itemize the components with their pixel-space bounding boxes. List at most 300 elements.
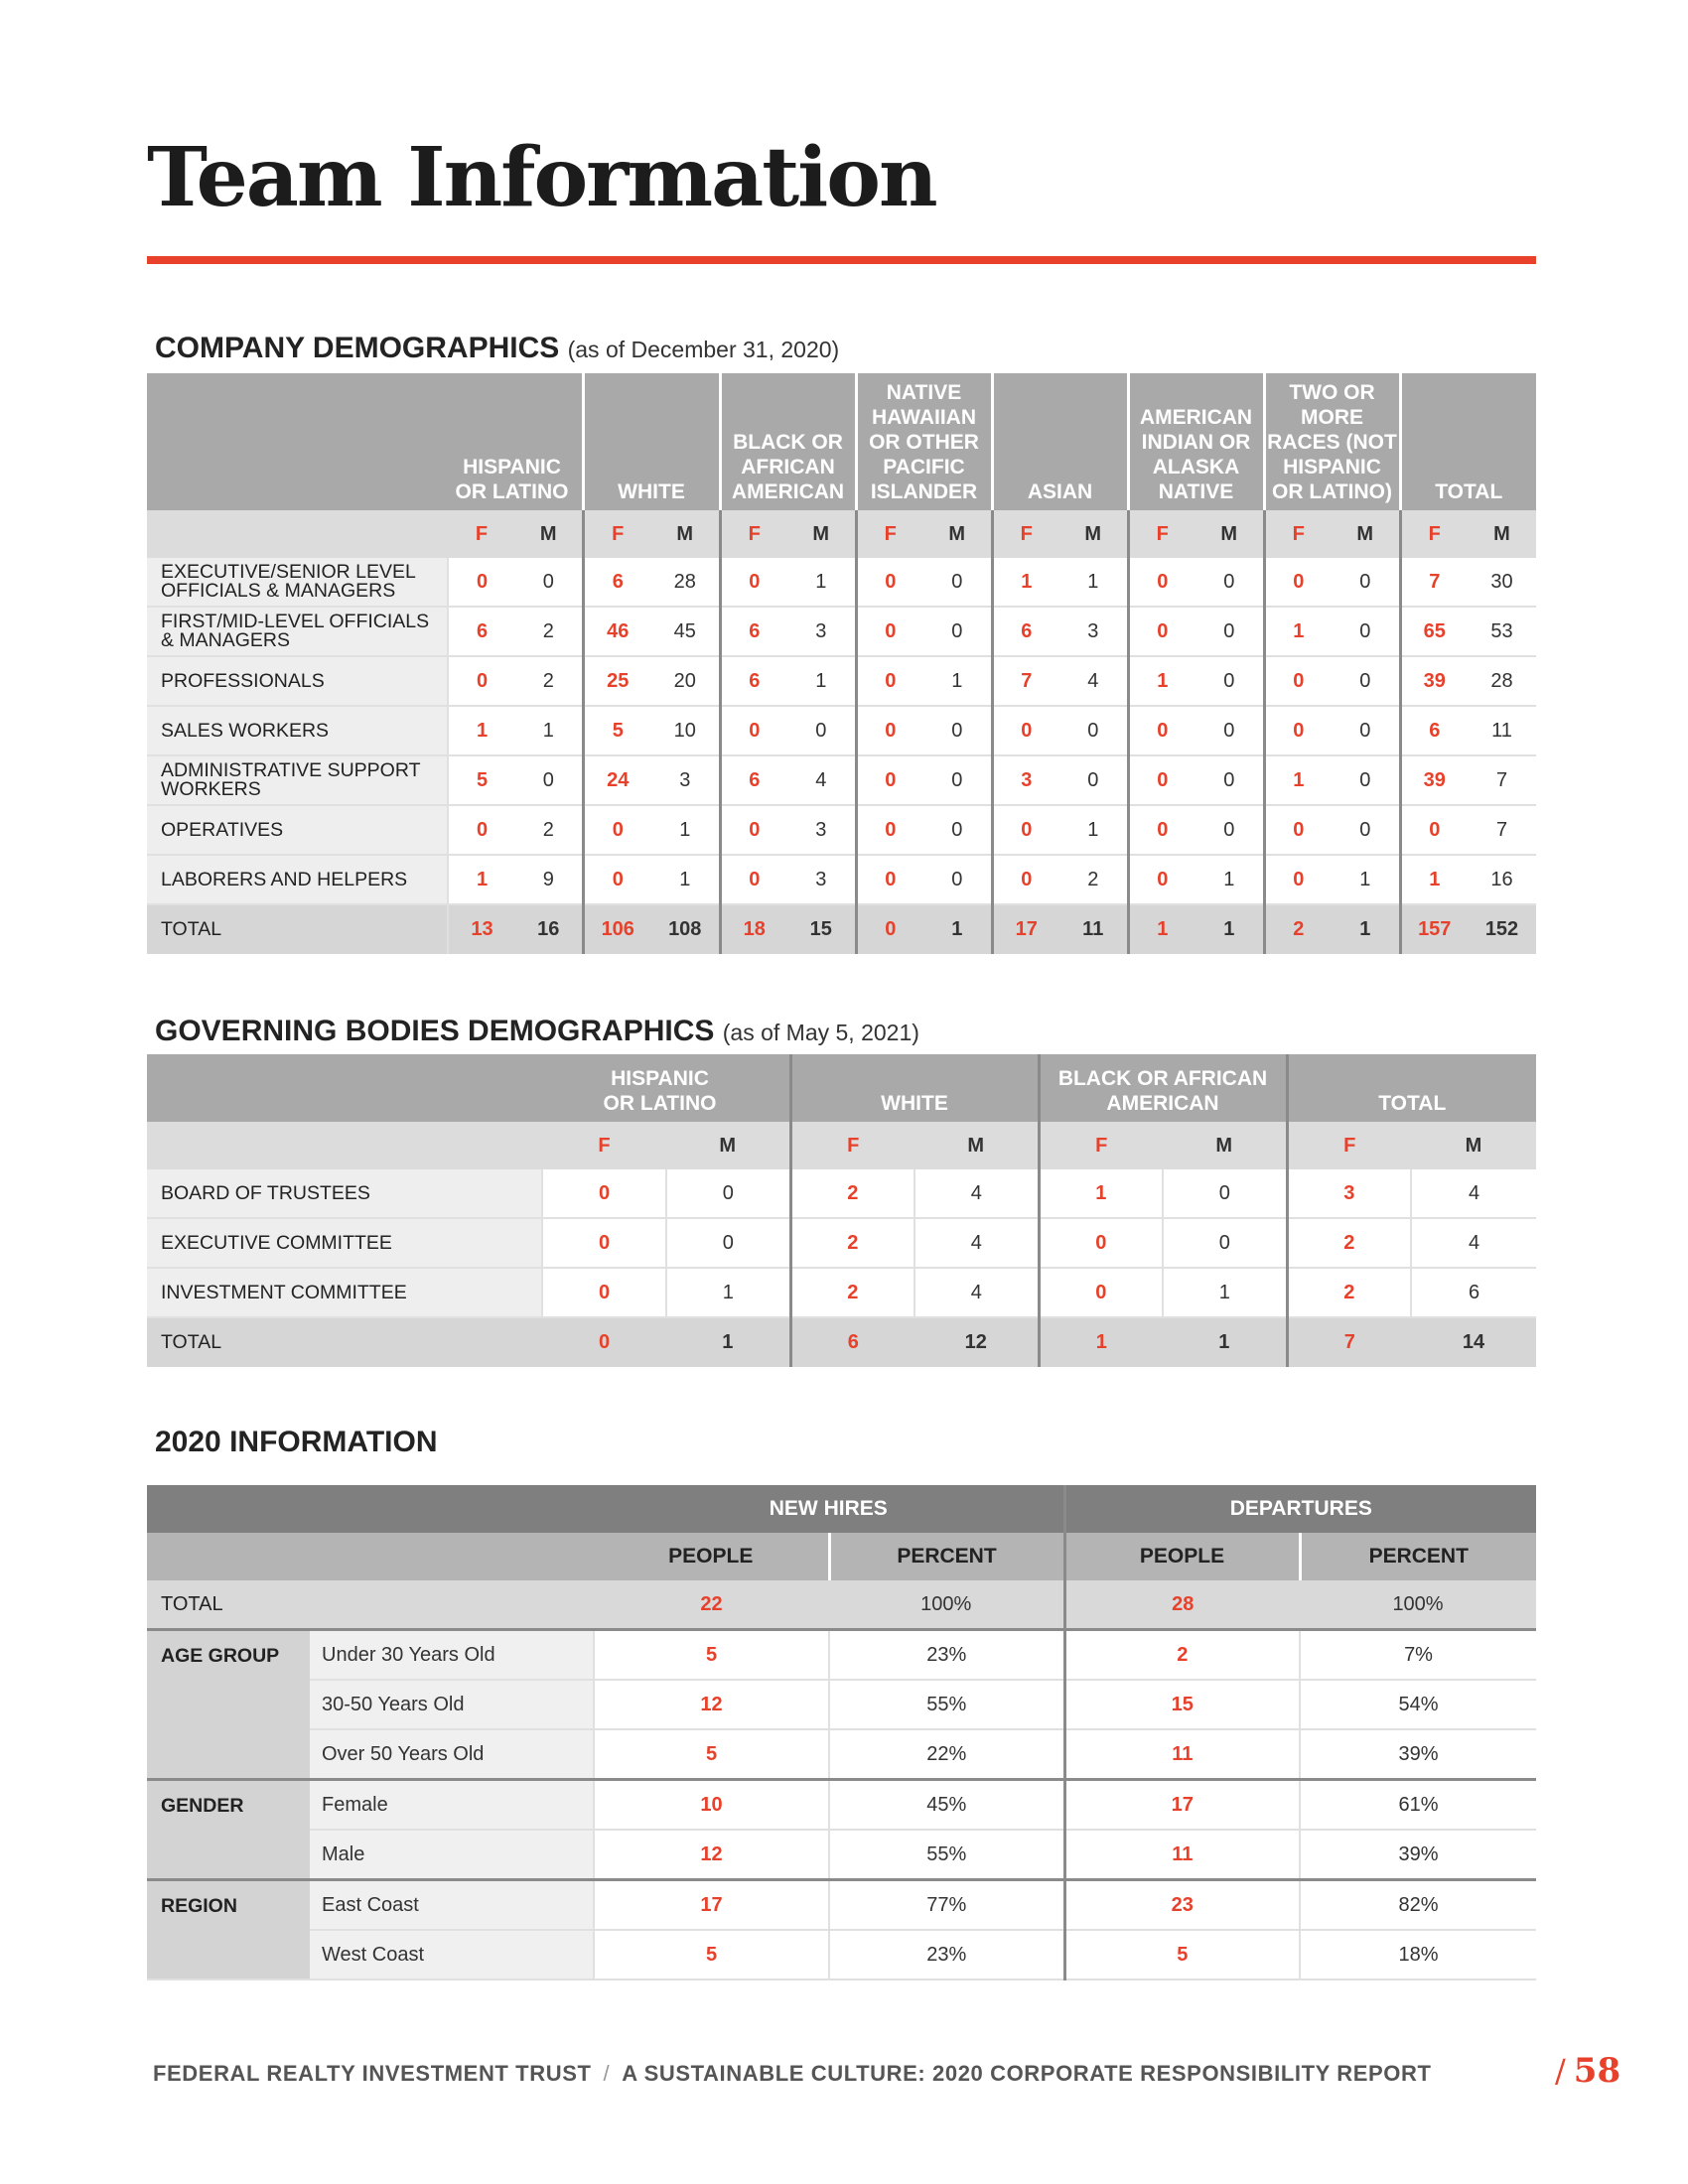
male-count: 4 [914,1218,1039,1268]
f-label: F [856,510,923,558]
male-count: 3 [1059,607,1128,656]
company-demographics-table [147,373,1536,954]
male-count: 108 [651,904,720,954]
col-native-hawaiian: NATIVE HAWAIIAN OR OTHER PACIFIC ISLANDER [856,373,992,510]
row-label: Female [310,1780,594,1831]
female-count: 1 [448,855,515,904]
male-count: 16 [1468,855,1536,904]
governing-demographics-heading [155,1017,919,1046]
table-row [147,1630,1536,1681]
male-count: 1 [651,855,720,904]
male-count: 2 [515,607,583,656]
female-count: 0 [720,855,787,904]
female-count: 0 [856,656,923,706]
female-count: 1 [1128,904,1196,954]
male-count: 1 [666,1317,790,1367]
m-label: M [1411,1122,1536,1169]
male-count: 0 [1059,706,1128,755]
male-count: 0 [923,607,992,656]
female-count: 0 [992,805,1059,855]
row-label: Over 50 Years Old [310,1729,594,1780]
percent-value: 82% [1300,1880,1536,1931]
female-count: 6 [583,558,651,607]
info-sub-header-row [147,1533,1536,1580]
female-count: 6 [720,656,787,706]
people-count: 10 [594,1780,829,1831]
row-label: EXECUTIVE/SENIOR LEVEL OFFICIALS & MANAGERS [147,558,448,607]
female-count: 5 [448,755,515,805]
female-count: 1 [1264,607,1332,656]
female-count: 0 [1128,755,1196,805]
female-count: 1 [1039,1169,1163,1218]
people-count: 5 [594,1930,829,1979]
company-demographics-heading [155,334,839,363]
percent-value: 54% [1300,1680,1536,1729]
row-label: Under 30 Years Old [310,1630,594,1681]
total-row [147,1317,1536,1367]
female-count: 5 [583,706,651,755]
gov-col-black: BLACK OR AFRICAN AMERICAN [1039,1054,1287,1122]
percent-value: 61% [1300,1780,1536,1831]
company-group-header-row [147,373,1536,510]
female-count: 0 [856,855,923,904]
female-count: 0 [583,805,651,855]
m-label: M [1163,1122,1287,1169]
male-count: 0 [923,855,992,904]
male-count: 4 [1411,1218,1536,1268]
male-count: 0 [1196,656,1264,706]
percent-value: 100% [1300,1580,1536,1630]
m-label: M [1468,510,1536,558]
people-count: 2 [1064,1630,1300,1681]
female-count: 7 [1287,1317,1411,1367]
table-row [147,755,1536,805]
row-label: East Coast [310,1880,594,1931]
female-count: 25 [583,656,651,706]
governing-table-body [147,1169,1536,1367]
male-count: 6 [1411,1268,1536,1317]
male-count: 0 [1196,558,1264,607]
male-count: 0 [1059,755,1128,805]
male-count: 1 [666,1268,790,1317]
female-count: 0 [1264,558,1332,607]
male-count: 1 [1059,805,1128,855]
male-count: 1 [1163,1317,1287,1367]
male-count: 1 [923,904,992,954]
row-label: OPERATIVES [147,805,448,855]
female-count: 1 [1400,855,1468,904]
col-white: WHITE [583,373,720,510]
info-2020-heading: 2020 INFORMATION [155,1426,438,1458]
male-count: 10 [651,706,720,755]
male-count: 1 [651,805,720,855]
people-count: 5 [594,1630,829,1681]
male-count: 7 [1468,805,1536,855]
male-count: 2 [515,805,583,855]
f-label: F [1128,510,1196,558]
percent-value: 7% [1300,1630,1536,1681]
female-count: 0 [1128,607,1196,656]
m-label: M [787,510,856,558]
female-count: 0 [448,656,515,706]
male-count: 3 [787,607,856,656]
male-count: 9 [515,855,583,904]
footer-org: FEDERAL REALTY INVESTMENT TRUST [153,2061,592,2086]
male-count: 1 [515,706,583,755]
m-label: M [923,510,992,558]
male-count: 15 [787,904,856,954]
f-label: F [720,510,787,558]
male-count: 53 [1468,607,1536,656]
people-count: 11 [1064,1729,1300,1780]
info-2020-table [147,1485,1536,1980]
female-count: 0 [1264,855,1332,904]
female-count: 2 [1287,1268,1411,1317]
col-two-or-more: TWO OR MORE RACES (NOT HISPANIC OR LATINO) [1264,373,1400,510]
gov-col-white: WHITE [790,1054,1039,1122]
female-count: 0 [542,1317,666,1367]
table-row [147,805,1536,855]
male-count: 1 [923,656,992,706]
percent-header: PERCENT [829,1533,1064,1580]
female-count: 2 [790,1268,914,1317]
people-count: 22 [594,1580,829,1630]
male-count: 1 [787,656,856,706]
male-count: 16 [515,904,583,954]
people-count: 5 [594,1729,829,1780]
f-label: F [583,510,651,558]
male-count: 11 [1468,706,1536,755]
male-count: 0 [1332,607,1400,656]
male-count: 3 [787,805,856,855]
female-count: 6 [992,607,1059,656]
m-label: M [1196,510,1264,558]
male-count: 28 [651,558,720,607]
female-count: 1 [992,558,1059,607]
info-top-header-row [147,1485,1536,1533]
col-hispanic: HISPANIC OR LATINO [147,373,583,510]
male-count: 1 [1163,1268,1287,1317]
table-row [147,855,1536,904]
people-count: 12 [594,1680,829,1729]
male-count: 3 [787,855,856,904]
male-count: 0 [515,755,583,805]
female-count: 18 [720,904,787,954]
male-count: 0 [1196,805,1264,855]
female-count: 0 [542,1268,666,1317]
company-heading-text: COMPANY DEMOGRAPHICS [155,332,560,364]
male-count: 1 [787,558,856,607]
female-count: 0 [856,755,923,805]
male-count: 4 [914,1169,1039,1218]
male-count: 28 [1468,656,1536,706]
female-count: 0 [992,855,1059,904]
female-count: 1 [1039,1317,1163,1367]
female-count: 106 [583,904,651,954]
female-count: 39 [1400,656,1468,706]
female-count: 0 [856,558,923,607]
governing-demographics-table [147,1054,1536,1367]
male-count: 0 [923,558,992,607]
female-count: 157 [1400,904,1468,954]
percent-value: 39% [1300,1830,1536,1880]
male-count: 14 [1411,1317,1536,1367]
female-count: 0 [1128,706,1196,755]
female-count: 17 [992,904,1059,954]
people-count: 17 [594,1880,829,1931]
female-count: 0 [1128,805,1196,855]
row-label: TOTAL [147,904,448,954]
female-count: 0 [720,706,787,755]
people-count: 5 [1064,1930,1300,1979]
female-count: 0 [1128,855,1196,904]
male-count: 12 [914,1317,1039,1367]
male-count: 0 [1196,607,1264,656]
male-count: 4 [1411,1169,1536,1218]
female-count: 2 [1287,1218,1411,1268]
group-label: REGION [147,1880,310,1980]
female-count: 0 [1264,805,1332,855]
table-row [147,1729,1536,1780]
male-count: 4 [1059,656,1128,706]
male-count: 0 [1196,706,1264,755]
row-label: SALES WORKERS [147,706,448,755]
row-label: TOTAL [147,1317,542,1367]
footer-separator: / [603,2061,611,2086]
female-count: 0 [720,805,787,855]
female-count: 7 [992,656,1059,706]
total-row [147,1580,1536,1630]
title-rule [147,256,1536,264]
female-count: 0 [856,706,923,755]
male-count: 3 [651,755,720,805]
male-count: 1 [1059,558,1128,607]
female-count: 46 [583,607,651,656]
male-count: 1 [1196,855,1264,904]
row-label: BOARD OF TRUSTEES [147,1169,542,1218]
male-count: 0 [1196,755,1264,805]
f-label: F [992,510,1059,558]
female-count: 1 [1264,755,1332,805]
male-count: 1 [1332,904,1400,954]
company-fm-header-row [147,510,1536,558]
percent-header: PERCENT [1300,1533,1536,1580]
m-label: M [515,510,583,558]
percent-value: 77% [829,1880,1064,1931]
f-label: F [1264,510,1332,558]
footer-report: A SUSTAINABLE CULTURE: 2020 CORPORATE RESPONSIBILITY REPORT [622,2061,1432,2086]
people-count: 11 [1064,1830,1300,1880]
female-count: 1 [448,706,515,755]
female-count: 0 [856,607,923,656]
percent-value: 18% [1300,1930,1536,1979]
male-count: 20 [651,656,720,706]
gov-col-total: TOTAL [1287,1054,1536,1122]
m-label: M [914,1122,1039,1169]
governing-fm-header-row [147,1122,1536,1169]
female-count: 0 [992,706,1059,755]
table-row [147,1268,1536,1317]
male-count: 0 [1332,805,1400,855]
female-count: 0 [583,855,651,904]
male-count: 11 [1059,904,1128,954]
footer [153,2061,1432,2087]
male-count: 0 [923,805,992,855]
male-count: 45 [651,607,720,656]
male-count: 0 [923,706,992,755]
row-label: ADMINISTRATIVE SUPPORT WORKERS [147,755,448,805]
female-count: 0 [720,558,787,607]
percent-value: 39% [1300,1729,1536,1780]
page-number [1555,2051,1620,2091]
percent-value: 45% [829,1780,1064,1831]
people-header: PEOPLE [1064,1533,1300,1580]
row-label: INVESTMENT COMMITTEE [147,1268,542,1317]
female-count: 6 [720,607,787,656]
info-table-body [147,1580,1536,1979]
percent-value: 55% [829,1830,1064,1880]
percent-value: 22% [829,1729,1064,1780]
male-count: 0 [787,706,856,755]
page-number-value: 58 [1573,2051,1621,2091]
table-row [147,558,1536,607]
male-count: 0 [666,1218,790,1268]
row-label: Male [310,1830,594,1880]
male-count: 4 [787,755,856,805]
table-row [147,1218,1536,1268]
table-row [147,1930,1536,1979]
new-hires-header: NEW HIRES [594,1485,1064,1533]
table-row [147,656,1536,706]
people-header: PEOPLE [594,1533,829,1580]
total-row [147,904,1536,954]
table-row [147,1780,1536,1831]
col-american-indian: AMERICAN INDIAN OR ALASKA NATIVE [1128,373,1264,510]
male-count: 0 [1332,558,1400,607]
male-count: 0 [666,1169,790,1218]
table-row [147,1830,1536,1880]
people-count: 12 [594,1830,829,1880]
female-count: 0 [542,1169,666,1218]
row-label: EXECUTIVE COMMITTEE [147,1218,542,1268]
female-count: 0 [856,805,923,855]
table-row [147,1169,1536,1218]
male-count: 0 [1332,706,1400,755]
row-label: West Coast [310,1930,594,1979]
col-black: BLACK OR AFRICAN AMERICAN [720,373,856,510]
f-label: F [790,1122,914,1169]
f-label: F [1039,1122,1163,1169]
male-count: 0 [1163,1218,1287,1268]
female-count: 2 [790,1169,914,1218]
page-number-slash: / [1555,2052,1566,2090]
people-count: 28 [1064,1580,1300,1630]
female-count: 0 [1039,1268,1163,1317]
people-count: 15 [1064,1680,1300,1729]
male-count: 1 [1196,904,1264,954]
female-count: 6 [720,755,787,805]
male-count: 0 [1332,656,1400,706]
table-row [147,607,1536,656]
female-count: 2 [790,1218,914,1268]
gov-col-hispanic: HISPANIC OR LATINO [147,1054,790,1122]
male-count: 7 [1468,755,1536,805]
female-count: 7 [1400,558,1468,607]
male-count: 2 [515,656,583,706]
female-count: 0 [856,904,923,954]
departures-header: DEPARTURES [1064,1485,1536,1533]
male-count: 30 [1468,558,1536,607]
female-count: 0 [448,558,515,607]
m-label: M [666,1122,790,1169]
female-count: 0 [1039,1218,1163,1268]
female-count: 0 [448,805,515,855]
female-count: 1 [1128,656,1196,706]
f-label: F [448,510,515,558]
row-label: PROFESSIONALS [147,656,448,706]
f-label: F [1287,1122,1411,1169]
governing-heading-date: (as of May 5, 2021) [722,1020,919,1045]
female-count: 3 [1287,1169,1411,1218]
male-count: 0 [1163,1169,1287,1218]
governing-group-header-row [147,1054,1536,1122]
m-label: M [651,510,720,558]
female-count: 24 [583,755,651,805]
row-label: FIRST/MID-LEVEL OFFICIALS & MANAGERS [147,607,448,656]
row-label: TOTAL [147,1580,594,1630]
f-label: F [1400,510,1468,558]
female-count: 65 [1400,607,1468,656]
row-label: LABORERS AND HELPERS [147,855,448,904]
male-count: 0 [515,558,583,607]
male-count: 4 [914,1268,1039,1317]
table-row [147,1680,1536,1729]
percent-value: 23% [829,1630,1064,1681]
table-row [147,1880,1536,1931]
f-label: F [542,1122,666,1169]
table-row [147,706,1536,755]
male-count: 1 [1332,855,1400,904]
male-count: 0 [923,755,992,805]
female-count: 13 [448,904,515,954]
male-count: 2 [1059,855,1128,904]
male-count: 152 [1468,904,1536,954]
people-count: 17 [1064,1780,1300,1831]
people-count: 23 [1064,1880,1300,1931]
female-count: 0 [1128,558,1196,607]
row-label: 30-50 Years Old [310,1680,594,1729]
female-count: 3 [992,755,1059,805]
female-count: 0 [1264,706,1332,755]
group-label: AGE GROUP [147,1630,310,1780]
female-count: 6 [1400,706,1468,755]
m-label: M [1332,510,1400,558]
percent-value: 55% [829,1680,1064,1729]
percent-value: 100% [829,1580,1064,1630]
male-count: 0 [1332,755,1400,805]
m-label: M [1059,510,1128,558]
company-table-body [147,558,1536,954]
female-count: 2 [1264,904,1332,954]
female-count: 6 [448,607,515,656]
col-total: TOTAL [1400,373,1536,510]
female-count: 0 [1264,656,1332,706]
female-count: 0 [1400,805,1468,855]
group-label: GENDER [147,1780,310,1880]
female-count: 39 [1400,755,1468,805]
female-count: 6 [790,1317,914,1367]
percent-value: 23% [829,1930,1064,1979]
